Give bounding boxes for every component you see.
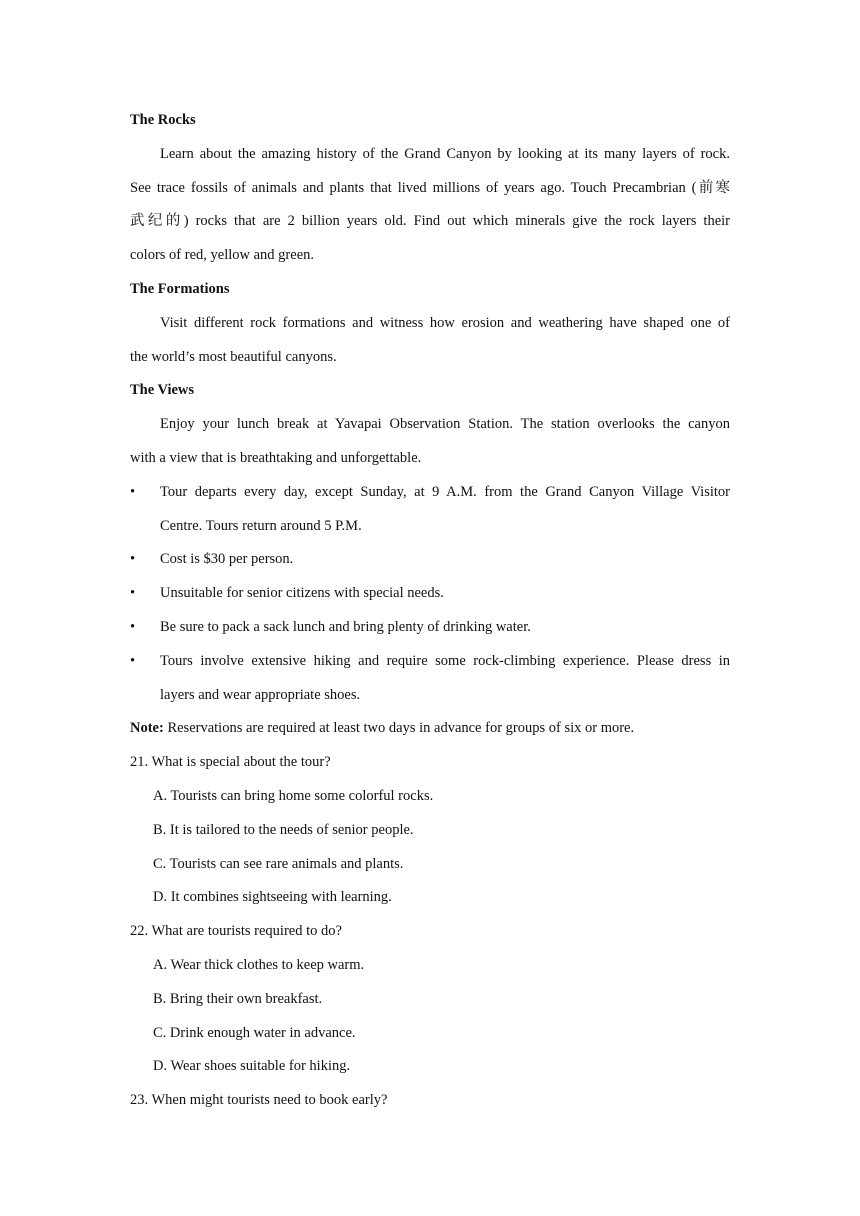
bullet-icon: • (130, 618, 136, 635)
answer-option: C. Drink enough water in advance. (153, 1024, 356, 1041)
question-stem: 22. What are tourists required to do? (130, 923, 342, 940)
bullet-item (130, 611, 730, 645)
paragraph-line: Learn about the amazing history of the Grand Canyon by looking at its many layers of rock. (160, 145, 730, 162)
answer-option: D. Wear shoes suitable for hiking. (153, 1058, 351, 1075)
note-line (130, 712, 730, 746)
bullet-icon: • (130, 585, 136, 602)
section-heading-rocks: The Rocks (130, 112, 196, 128)
bullet-item (130, 577, 730, 611)
bullet-icon: • (130, 652, 136, 669)
bullet-text-continued: layers and wear appropriate shoes. (160, 686, 361, 703)
paragraph-line: Visit different rock formations and witness how erosion and weathering have shaped one of (160, 314, 730, 331)
bullet-icon: • (130, 483, 136, 500)
bullet-text: Be sure to pack a sack lunch and bring plenty of drinking water. (160, 618, 531, 635)
answer-option: A. Wear thick clothes to keep warm. (153, 956, 365, 973)
document-page (130, 104, 730, 1118)
answer-option: A. Tourists can bring home some colorful rocks. (153, 787, 434, 804)
paragraph-line: colors of red, yellow and green. (130, 247, 315, 264)
question-stem: 21. What is special about the tour? (130, 754, 331, 771)
note-label: Note: (130, 720, 164, 737)
question-stem: 23. When might tourists need to book early? (130, 1092, 388, 1109)
paragraph-line: with a view that is breathtaking and unforgettable. (130, 449, 422, 466)
bullet-item (130, 543, 730, 577)
bullet-icon: • (130, 551, 136, 568)
answer-option: B. Bring their own breakfast. (153, 990, 323, 1007)
paragraph-line: Enjoy your lunch break at Yavapai Observation Station. The station overlooks the canyon (160, 416, 730, 433)
answer-option: C. Tourists can see rare animals and plants. (153, 855, 404, 872)
section-heading-views: The Views (130, 382, 195, 399)
bullet-text: Tours involve extensive hiking and require some rock-climbing experience. Please dress in (160, 652, 730, 669)
paragraph-line: See trace fossils of animals and plants that lived millions of years ago. Touch Precambrian (前寒 (130, 179, 730, 196)
section-heading-formations: The Formations (130, 280, 230, 297)
note-text: Reservations are required at least two days in advance for groups of six or more. (163, 720, 635, 737)
bullet-item (130, 476, 730, 510)
answer-option: D. It combines sightseeing with learning. (153, 889, 392, 906)
bullet-text: Unsuitable for senior citizens with special needs. (160, 585, 444, 602)
bullet-item (130, 645, 730, 679)
paragraph-line: 武纪的) rocks that are 2 billion years old. Find out which minerals give the rock layers their (130, 213, 730, 230)
bullet-text-continued: Centre. Tours return around 5 P.M. (160, 517, 362, 534)
answer-option: B. It is tailored to the needs of senior people. (153, 821, 414, 838)
bullet-text: Cost is $30 per person. (160, 551, 294, 568)
paragraph-line: the world’s most beautiful canyons. (130, 348, 337, 365)
bullet-text: Tour departs every day, except Sunday, at 9 A.M. from the Grand Canyon Village Visitor (160, 483, 730, 500)
